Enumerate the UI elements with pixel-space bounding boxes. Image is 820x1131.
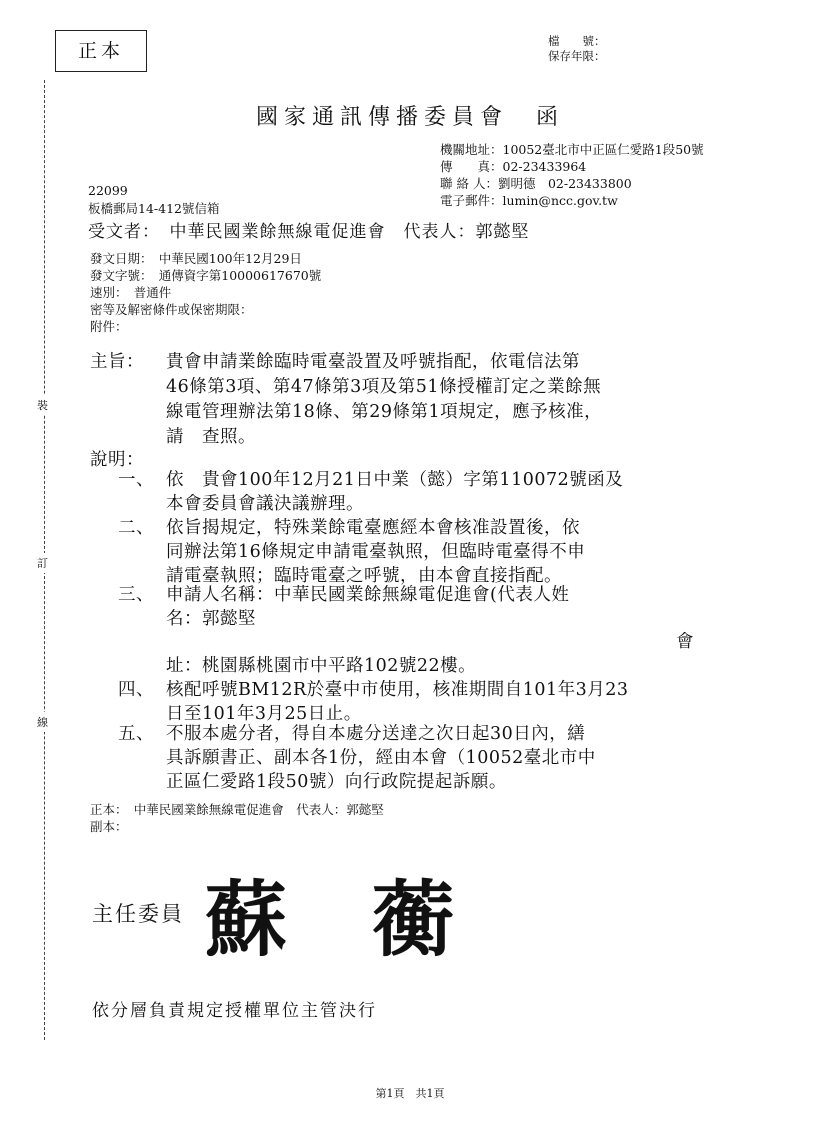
attachments: 附件： xyxy=(90,319,128,334)
contact-address: 機關地址：10052臺北市中正區仁愛路1段50號 xyxy=(440,142,704,157)
distribution-copy: 副本： xyxy=(90,819,128,834)
binding-mark: 訂 xyxy=(37,553,48,573)
item-line: 申請人名稱：中華民國業餘無線電促進會(代表人姓 xyxy=(166,585,570,605)
issue-date: 發文日期： 中華民國100年12月29日 xyxy=(90,251,302,266)
item-number: 二、 xyxy=(118,518,154,538)
postal-code: 22099 xyxy=(88,183,128,198)
item-line: 請電臺執照；臨時電臺之呼號，由本會直接指配。 xyxy=(166,566,562,586)
classification: 密等及解密條件或保密期限： xyxy=(90,302,253,317)
contact-email: 電子郵件：lumin@ncc.gov.tw xyxy=(440,193,618,208)
signature-handwritten xyxy=(372,855,454,972)
item-line: 名：郭懿堅 xyxy=(166,609,256,629)
delegation-note: 依分層負責規定授權單位主管決行 xyxy=(92,1001,377,1021)
item-line: 依 貴會100年12月21日中業（懿）字第110072號函及 xyxy=(166,470,624,490)
retention-label: 保存年限： xyxy=(548,49,606,63)
subject-line: 貴會申請業餘臨時電臺設置及呼號指配，依電信法第 xyxy=(166,352,580,372)
page-number: 第1頁 共1頁 xyxy=(375,1087,445,1100)
item-line: 依旨揭規定，特殊業餘電臺應經本會核准設置後，依 xyxy=(166,518,580,538)
binding-mark: 裝 xyxy=(37,395,48,415)
item-line: 址：桃園縣桃園市中平路102號22樓。 xyxy=(166,656,477,676)
subject-line: 請 查照。 xyxy=(166,427,256,447)
document-title: 國家通訊傳播委員會 函 xyxy=(255,105,564,130)
subject-line: 線電管理辦法第18條、第29條第1項規定，應予核准， xyxy=(166,402,603,422)
issue-number: 發文字號： 通傳資字第10000617670號 xyxy=(90,268,322,283)
item-line: 本會委員會議決議辦理。 xyxy=(166,494,364,514)
item-number: 三、 xyxy=(118,585,154,605)
item-line: 正區仁愛路1段50號）向行政院提起訴願。 xyxy=(166,772,507,792)
item-line: 不服本處分者，得自本處分送達之次日起30日內，繕 xyxy=(166,724,586,744)
signature-title: 主任委員 xyxy=(92,902,184,926)
urgency: 速別： 普通件 xyxy=(90,285,172,300)
item-line: 核配呼號BM12R於臺中市使用，核准期間自101年3月23 xyxy=(166,680,629,700)
item-line: 具訴願書正、副本各1份，經由本會（10052臺北市中 xyxy=(166,748,596,768)
item-number: 四、 xyxy=(118,680,154,700)
subject-label: 主旨： xyxy=(90,352,144,372)
po-box: 板橋郵局14-412號信箱 xyxy=(88,201,220,216)
subject-line: 46條第3項、第47條第3項及第51條授權訂定之業餘無 xyxy=(166,377,602,397)
signature-char: 蘇 xyxy=(205,872,288,968)
signature-char: 蘅 xyxy=(372,872,455,968)
contact-fax: 傳 真：02-23433964 xyxy=(440,159,587,174)
contact-person: 聯 絡 人：劉明德 02-23433800 xyxy=(440,176,632,191)
binding-mark: 線 xyxy=(37,712,48,732)
copy-type-box: 正本 xyxy=(55,30,147,72)
item-number: 一、 xyxy=(118,470,154,490)
signature-handwritten xyxy=(205,855,287,972)
item-line: 會 xyxy=(676,632,694,652)
item-number: 五、 xyxy=(118,724,154,744)
recipient: 受文者： 中華民國業餘無線電促進會 代表人：郭懿堅 xyxy=(88,222,530,242)
file-number-label: 檔 號： xyxy=(548,34,606,48)
item-line: 同辦法第16條規定申請電臺執照，但臨時電臺得不申 xyxy=(166,542,586,562)
distribution-original: 正本： 中華民國業餘無線電促進會 代表人：郭懿堅 xyxy=(90,802,384,817)
explanation-label: 說明： xyxy=(90,450,144,470)
item-line: 日至101年3月25日止。 xyxy=(166,704,362,724)
